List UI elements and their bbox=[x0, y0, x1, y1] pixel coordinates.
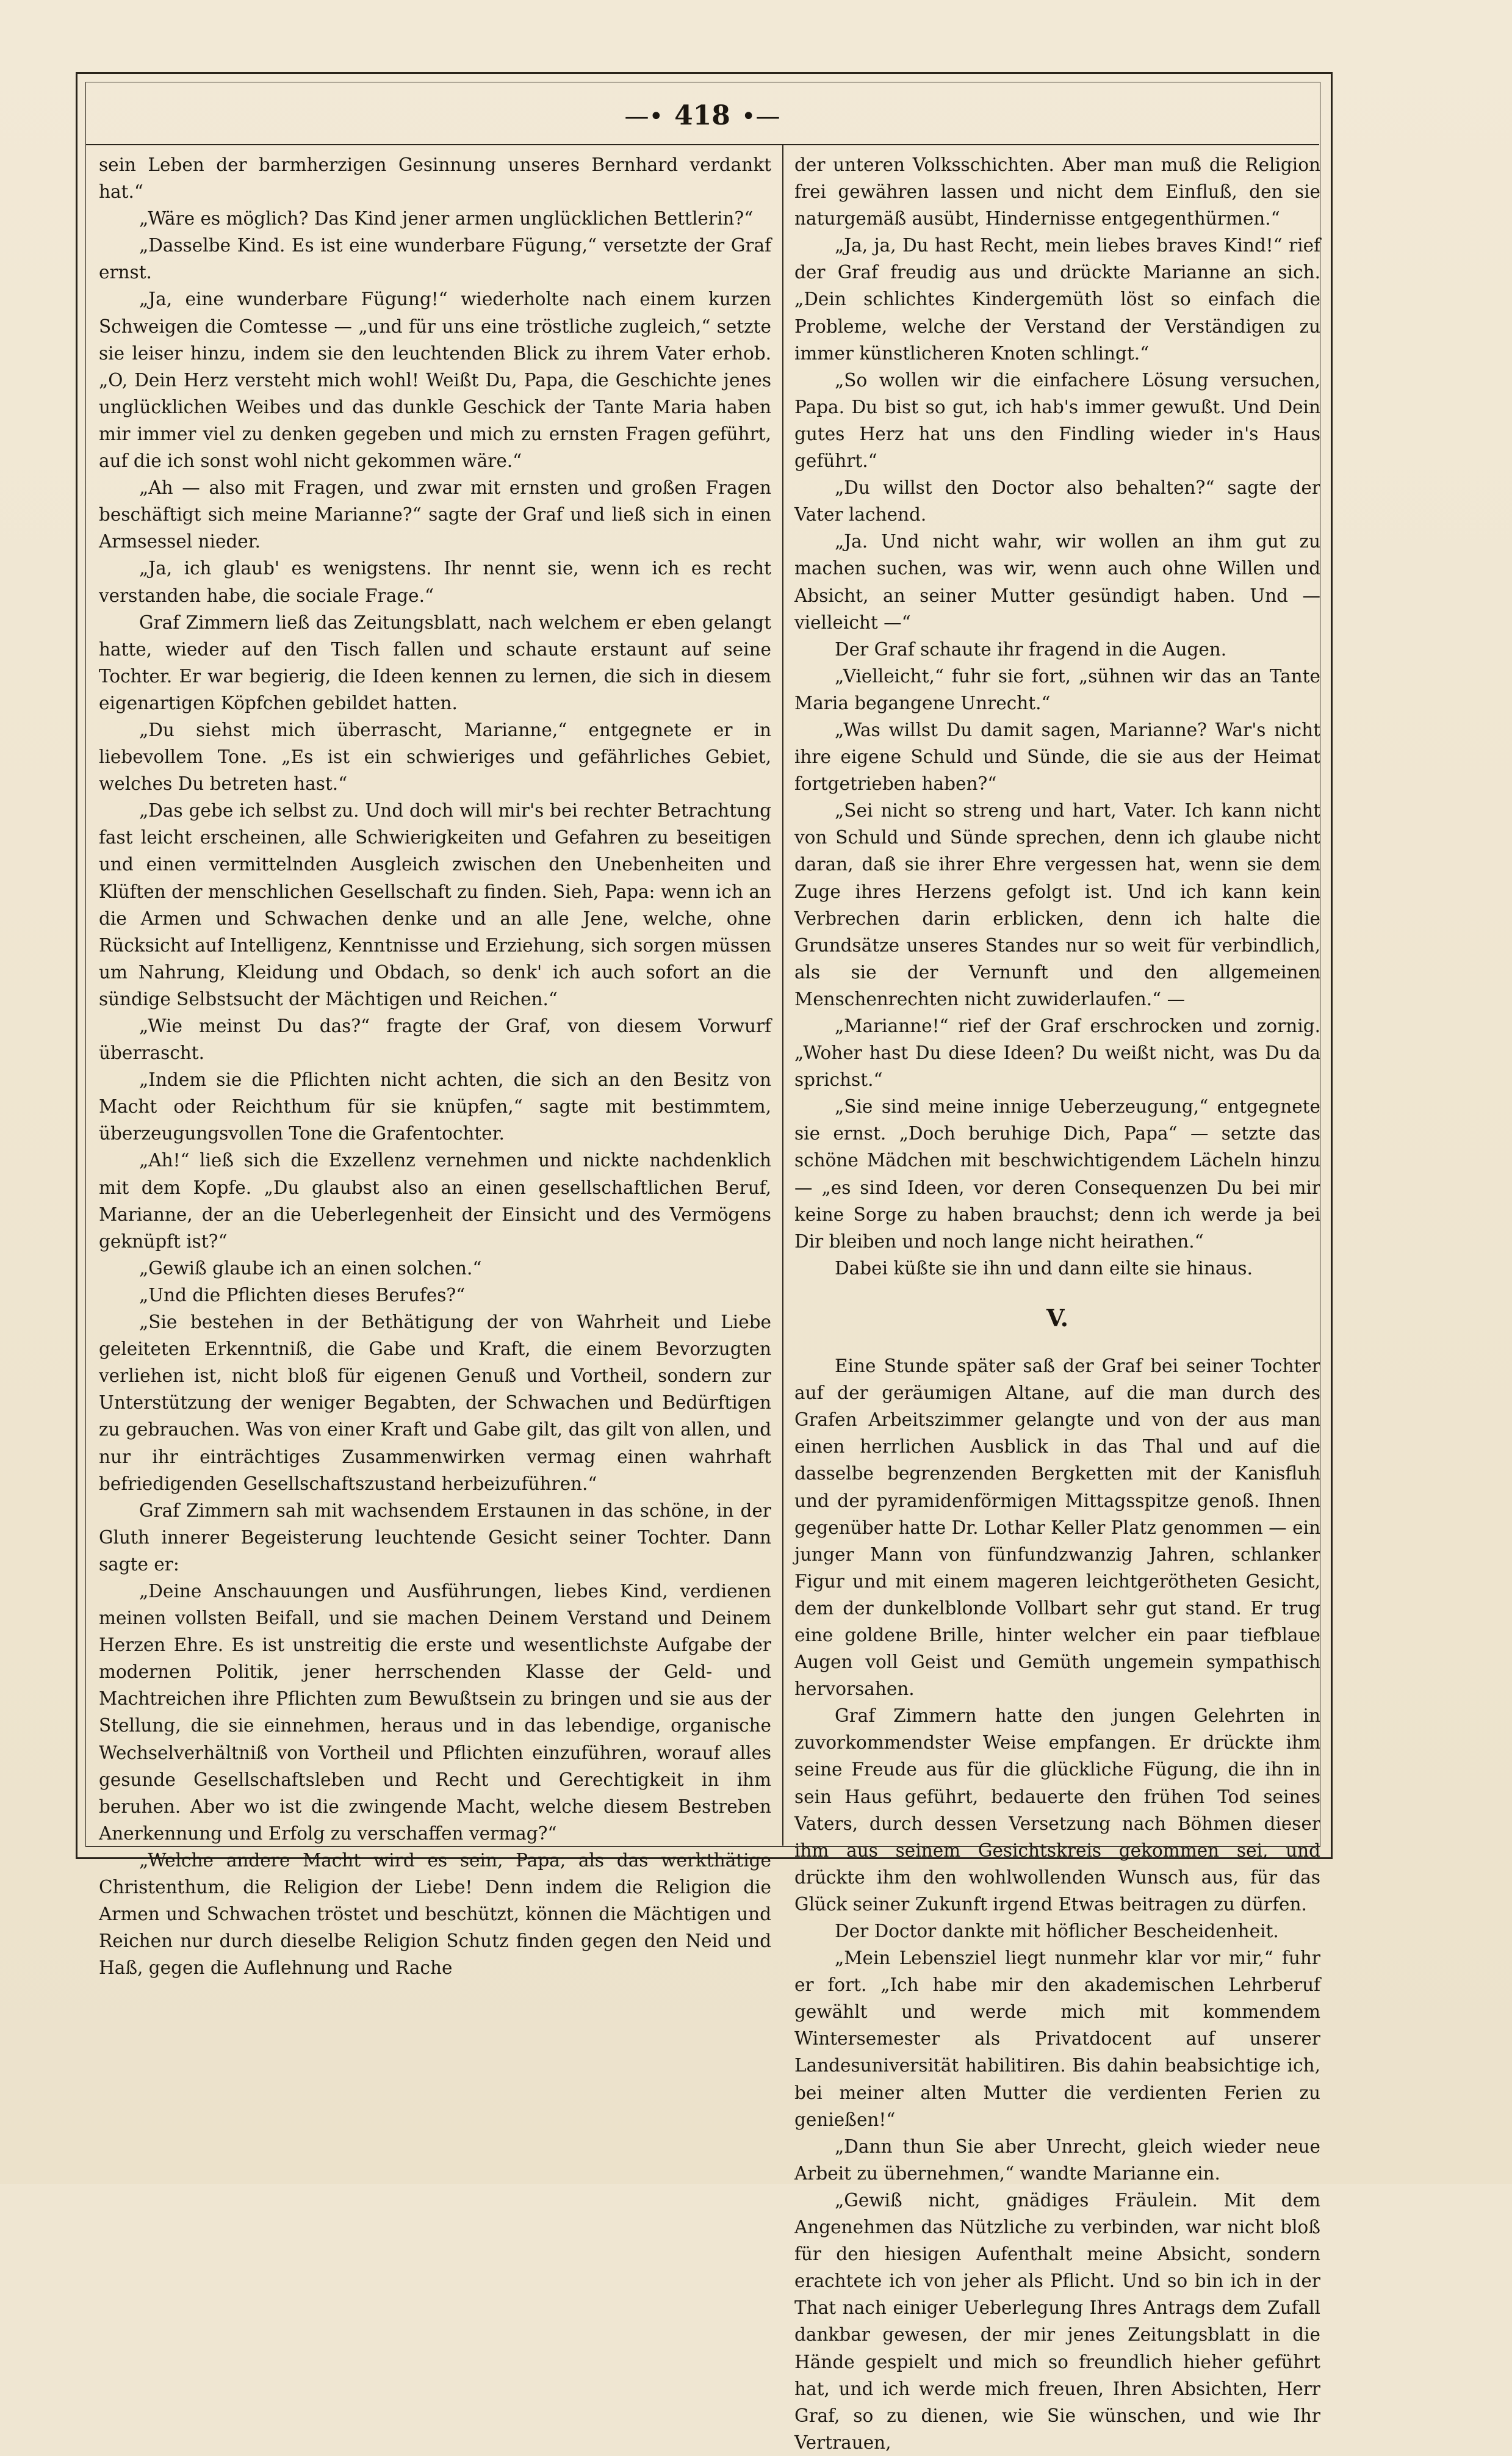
paragraph: „Du siehst mich überrascht, Marianne,“ entgegnete er in liebevollem Tone. „Es ist ein schwieriges und gefährliches Gebiet, welches Du betreten hast.“ bbox=[99, 719, 771, 795]
column-divider bbox=[782, 145, 783, 1846]
header-rule bbox=[85, 144, 1319, 145]
header-dash-left: —• bbox=[624, 103, 664, 131]
paragraph: „Ja. Und nicht wahr, wir wollen an ihm gut zu machen suchen, was wir, wenn auch ohne Willen und Absicht, an seiner Mutter gesündigt haben. Und — vielleicht —“ bbox=[794, 531, 1320, 633]
paragraph: „Gewiß glaube ich an einen solchen.“ bbox=[139, 1257, 482, 1279]
paragraph: „Wäre es möglich? Das Kind jener armen unglücklichen Bettlerin?“ bbox=[139, 208, 754, 229]
paragraph: „Mein Lebensziel liegt nunmehr klar vor mir,“ fuhr er fort. „Ich habe mir den akademischen Lehrberuf gewählt und werde mich mit kommendem Wintersemester als Privatdocent auf unserer Landesuniversität habilitiren. Bis dahin beabsichtige ich, bei meiner alten Mutter die verdienten Ferien zu genießen!“ bbox=[794, 1948, 1320, 2130]
paragraph: „Sie bestehen in der Bethätigung der von Wahrheit und Liebe geleiteten Erkenntniß, die Gabe und Kraft, die einem Bevorzugten verliehen ist, nicht bloß für eigenen Genuß und Vortheil, sondern zur Unterstützung der weniger Begabten, der Schwachen und Bedürftigen zu gebrauchen. Was von einer Kraft und Gabe gilt, das gilt von allen, und nur ihr einträchtiges Zusammenwirken vermag einen wahrhaft befriedigenden Gesellschaftszustand herbeizuführen.“ bbox=[99, 1312, 771, 1494]
paragraph: „Marianne!“ rief der Graf erschrocken und zornig. „Woher hast Du diese Ideen? Du weißt nicht, was Du da sprichst.“ bbox=[794, 1016, 1320, 1091]
paragraph: Graf Zimmern hatte den jungen Gelehrten in zuvorkommendster Weise empfangen. Er drückte ihm seine Freude aus für die glückliche Fügung, die ihn in sein Haus geführt, bedauerte den frühen Tod seines Vaters, durch dessen Versetzung nach Böhmen dieser ihm aus seinem Gesichtskreis gekommen sei, und drückte ihm den wohlwollenden Wunsch aus, für das Glück seiner Zukunft irgend Etwas beitragen zu dürfen. bbox=[794, 1705, 1320, 1915]
paragraph: „Deine Anschauungen und Ausführungen, liebes Kind, verdienen meinen vollsten Beifall, und sie machen Deinem Verstand und Deinem Herzen Ehre. Es ist unstreitig die erste und wesentlichste Aufgabe der modernen Politik, jener herrschenden Klasse der Geld- und Machtreichen ihre Pflichten zum Bewußtsein zu bringen und sie aus der Stellung, die sie einnehmen, heraus und in das lebendige, organische Wechselverhältniß von Vortheil und Pflichten einzuführen, worauf alles gesunde Gesellschaftsleben und Recht und Gerechtigkeit in ihm beruhen. Aber wo ist die zwingende Macht, welche diesem Bestreben Anerkennung und Erfolg zu verschaffen vermag?“ bbox=[99, 1580, 771, 1844]
paragraph: „Ja, ja, Du hast Recht, mein liebes braves Kind!“ rief der Graf freudig aus und drückte Marianne an sich. „Dein schlichtes Kindergemüth löst so einfach die Probleme, welche der Verstand der Verständigen zu immer künstlicheren Knoten schlingt.“ bbox=[794, 235, 1320, 364]
paragraph: „Gewiß nicht, gnädiges Fräulein. Mit dem Angenehmen das Nützliche zu verbinden, war nicht bloß für den hiesigen Aufenthalt meine Absicht, sondern erachtete ich von jeher als Pflicht. Und so bin ich in der That nach einiger Ueberlegung Ihres Antrags dem Zufall dankbar gewesen, der mir jenes Zeitungsblatt in die Hände gespielt und mich so freundlich hieher geführt hat, und ich werde mich freuen, Ihren Absichten, Herr Graf, so zu dienen, wie Sie wünschen, und wie Ihr Vertrauen, bbox=[794, 2189, 1320, 2453]
paragraph: „Ja, eine wunderbare Fügung!“ wiederholte nach einem kurzen Schweigen die Comtesse — „und für uns eine tröstliche zugleich,“ setzte sie leiser hinzu, indem sie den leuchtenden Blick zu ihrem Vater erhob. „O, Dein Herz versteht mich wohl! Weißt Du, Papa, die Geschichte jenes unglücklichen Weibes und das dunkle Geschick der Tante Maria haben mir immer viel zu denken gegeben und mich zu ernsten Fragen geführt, auf die ich sonst wohl nicht gekommen wäre.“ bbox=[99, 289, 771, 472]
page-header bbox=[85, 92, 1319, 140]
header-dash-right: •— bbox=[741, 103, 780, 131]
paragraph: Graf Zimmern ließ das Zeitungsblatt, nach welchem er eben gelangt hatte, wieder auf den Tisch fallen und schaute erstaunt auf seine Tochter. Er war begierig, die Ideen kennen zu lernen, die sich in diesem eigenartigen Köpfchen gebildet hatten. bbox=[99, 612, 771, 713]
paragraph: „Sie sind meine innige Ueberzeugung,“ entgegnete sie ernst. „Doch beruhige Dich, Papa“ — setzte das schöne Mädchen mit beschwichtigendem Lächeln hinzu — „es sind Ideen, vor deren Consequenzen Du bei mir keine Sorge zu haben brauchst; denn ich werde ja bei Dir bleiben und noch lange nicht heirathen.“ bbox=[794, 1096, 1320, 1252]
paragraph: „Und die Pflichten dieses Berufes?“ bbox=[139, 1284, 466, 1306]
paragraph: der unteren Volksschichten. Aber man muß die Religion frei gewähren lassen und nicht dem Einfluß, den sie naturgemäß ausübt, Hindernisse entgegenthürmen.“ bbox=[794, 154, 1320, 229]
paragraph: Eine Stunde später saß der Graf bei seiner Tochter auf der geräumigen Altane, auf die man durch des Grafen Arbeitszimmer gelangte und von der aus man einen herrlichen Ausblick in das Thal und auf die dasselbe begrenzenden Bergketten mit der Kanisfluh und der pyramidenförmigen Mittagsspitze genoß. Ihnen gegenüber hatte Dr. Lothar Keller Platz genommen — ein junger Mann von fünfundzwanzig Jahren, schlanker Figur und mit einem mageren leichtgerötheten Gesicht, dem der dunkelblonde Vollbart sehr gut stand. Er trug eine goldene Brille, hinter welcher ein paar tiefblaue Augen voll Geist und Gemüth ungemein sympathisch hervorsahen. bbox=[794, 1356, 1320, 1700]
right-column-upper-text bbox=[794, 151, 1320, 1282]
paragraph: „Ah — also mit Fragen, und zwar mit ernsten und großen Fragen beschäftigt sich meine Marianne?“ sagte der Graf und ließ sich in einen Armsessel nieder. bbox=[99, 477, 771, 552]
paragraph: Der Doctor dankte mit höflicher Bescheidenheit. bbox=[835, 1921, 1279, 1941]
paragraph: „Du willst den Doctor also behalten?“ sagte der Vater lachend. bbox=[794, 477, 1320, 526]
paragraph: „Das gebe ich selbst zu. Und doch will mir's bei rechter Betrachtung fast leicht erscheinen, alle Schwierigkeiten und Gefahren zu beseitigen und einen vermittelnden Ausgleich zwischen den Unebenheiten und Klüften der menschlichen Gesellschaft zu finden. Sieh, Papa: wenn ich an die Armen und Schwachen denke und an alle Jene, welche, ohne Rücksicht auf Intelligenz, Kenntnisse und Erziehung, sich sorgen müssen um Nahrung, Kleidung und Obdach, so denk' ich auch sofort an die sündige Selbstsucht der Mächtigen und Reichen.“ bbox=[99, 800, 771, 1009]
right-column bbox=[794, 151, 1320, 2453]
paragraph: „Dasselbe Kind. Es ist eine wunderbare Fügung,“ versetzte der Graf ernst. bbox=[99, 235, 771, 283]
paragraph: „Wie meinst Du das?“ fragte der Graf, von diesem Vorwurf überrascht. bbox=[99, 1016, 771, 1064]
left-column bbox=[99, 151, 771, 1979]
paragraph: „So wollen wir die einfachere Lösung versuchen, Papa. Du bist so gut, ich hab's immer gewußt. Und Dein gutes Herz hat uns den Findling wieder in's Haus geführt.“ bbox=[794, 369, 1320, 472]
paragraph: „Was willst Du damit sagen, Marianne? War's nicht ihre eigene Schuld und Sünde, die sie aus der Heimat fortgetrieben haben?“ bbox=[794, 719, 1320, 795]
right-column-lower-text bbox=[794, 1353, 1320, 2456]
paragraph: „Ja, ich glaub' es wenigstens. Ihr nennt sie, wenn ich es recht verstanden habe, die sociale Frage.“ bbox=[99, 558, 771, 606]
paragraph: sein Leben der barmherzigen Gesinnung unseres Bernhard verdankt hat.“ bbox=[99, 154, 771, 203]
paragraph: Graf Zimmern sah mit wachsendem Erstaunen in das schöne, in der Gluth innerer Begeisterung leuchtende Gesicht seiner Tochter. Dann sagte er: bbox=[99, 1500, 771, 1575]
paragraph: „Vielleicht,“ fuhr sie fort, „sühnen wir das an Tante Maria begangene Unrecht.“ bbox=[794, 665, 1320, 713]
paragraph: Dabei küßte sie ihn und dann eilte sie hinaus. bbox=[835, 1257, 1253, 1279]
paragraph: „Sei nicht so streng und hart, Vater. Ich kann nicht von Schuld und Sünde sprechen, denn ich glaube nicht daran, daß sie ihrer Ehre vergessen hat, wenn sie dem Zuge ihres Herzens gefolgt ist. Und ich kann kein Verbrechen darin erblicken, denn ich halte die Grundsätze unseres Standes nur so weit für verbindlich, als sie der Vernunft und den allgemeinen Menschenrechten nicht zuwiderlaufen.“ — bbox=[794, 800, 1320, 1009]
paragraph: „Indem sie die Pflichten nicht achten, die sich an den Besitz von Macht oder Reichthum für sie knüpfen,“ sagte mit bestimmtem, überzeugungsvollen Tone die Grafentochter. bbox=[99, 1069, 771, 1144]
paragraph: „Dann thun Sie aber Unrecht, gleich wieder neue Arbeit zu übernehmen,“ wandte Marianne ein. bbox=[794, 2136, 1320, 2184]
paragraph: Der Graf schaute ihr fragend in die Augen. bbox=[835, 638, 1227, 660]
page-number: 418 bbox=[674, 100, 730, 131]
section-heading: V. bbox=[1046, 1304, 1069, 1332]
paragraph: „Ah!“ ließ sich die Exzellenz vernehmen und nickte nachdenklich mit dem Kopfe. „Du glaubst also an einen gesellschaftlichen Beruf, Marianne, der an die Ueberlegenheit der Einsicht und des Vermögens geknüpft ist?“ bbox=[99, 1150, 771, 1252]
paragraph: „Welche andere Macht wird es sein, Papa, als das werkthätige Christenthum, die Religion der Liebe! Denn indem die Religion die Armen und Schwachen tröstet und beschützt, können die Mächtigen und Reichen nur durch dieselbe Religion Schutz finden gegen den Neid und Haß, gegen die Auflehnung und Rache bbox=[99, 1849, 771, 1979]
